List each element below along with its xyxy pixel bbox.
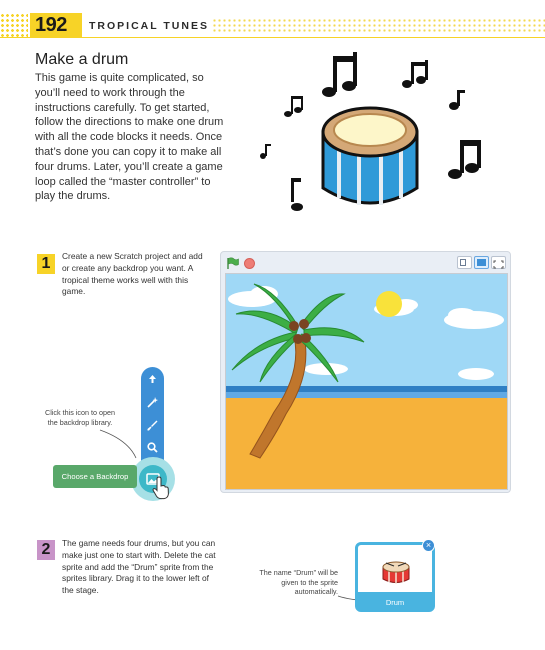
stop-icon[interactable] — [244, 258, 255, 269]
upload-icon[interactable] — [145, 372, 160, 387]
surprise-icon[interactable] — [145, 395, 160, 410]
small-stage-icon[interactable] — [457, 256, 472, 269]
step-2-badge: 2 — [37, 540, 55, 560]
cursor-hand-icon — [151, 476, 171, 500]
green-flag-icon[interactable] — [226, 257, 240, 270]
intro-paragraph: This game is quite complicated, so you’ll need to work through the instructions carefully. To get started, follow the directions to make one drum with all the code blocks it needs. Once that’s done you can copy it to make all four drums. Later, you’ll create a game loop called the “master controller” to play the drums. — [35, 72, 224, 203]
header-dot-strip — [212, 18, 545, 32]
stage-window — [220, 251, 511, 493]
page-header — [0, 0, 545, 40]
choose-backdrop-tooltip: Choose a Backdrop — [53, 465, 137, 488]
step-1-text: Create a new Scratch project and add or create any backdrop you want. A tropical theme works well with this game. — [62, 251, 203, 297]
header-dot-pattern — [0, 13, 28, 37]
chapter-title: TROPICAL TUNES — [89, 20, 209, 32]
backdrop-icon-callout: Click this icon to open the backdrop library. — [45, 408, 115, 427]
sun — [376, 291, 402, 317]
delete-sprite-icon[interactable]: × — [422, 539, 435, 552]
drum-name-callout: The name “Drum” will be given to the sprite automatically. — [259, 568, 338, 597]
drum-illustration — [255, 50, 495, 225]
drum-sprite-card[interactable] — [355, 542, 435, 612]
paint-icon[interactable] — [145, 418, 160, 433]
drum-sprite-thumbnail — [380, 560, 412, 586]
sprite-name: Drum — [385, 598, 405, 607]
normal-stage-icon[interactable] — [474, 256, 489, 269]
search-icon[interactable] — [145, 440, 160, 455]
page-number: 192 — [35, 14, 67, 36]
header-rule — [0, 37, 545, 38]
tropical-backdrop — [226, 274, 508, 490]
step-2-text: The game needs four drums, but you can make just one to start with. Delete the cat sprite and add the “Drum” sprite from the sprites library. Drag it to the lower left of the stage. — [62, 538, 216, 596]
fullscreen-icon[interactable] — [491, 256, 506, 269]
stage-canvas[interactable] — [225, 273, 508, 490]
drum-body — [323, 108, 417, 205]
section-heading: Make a drum — [35, 51, 129, 68]
step-1-badge: 1 — [37, 254, 55, 274]
